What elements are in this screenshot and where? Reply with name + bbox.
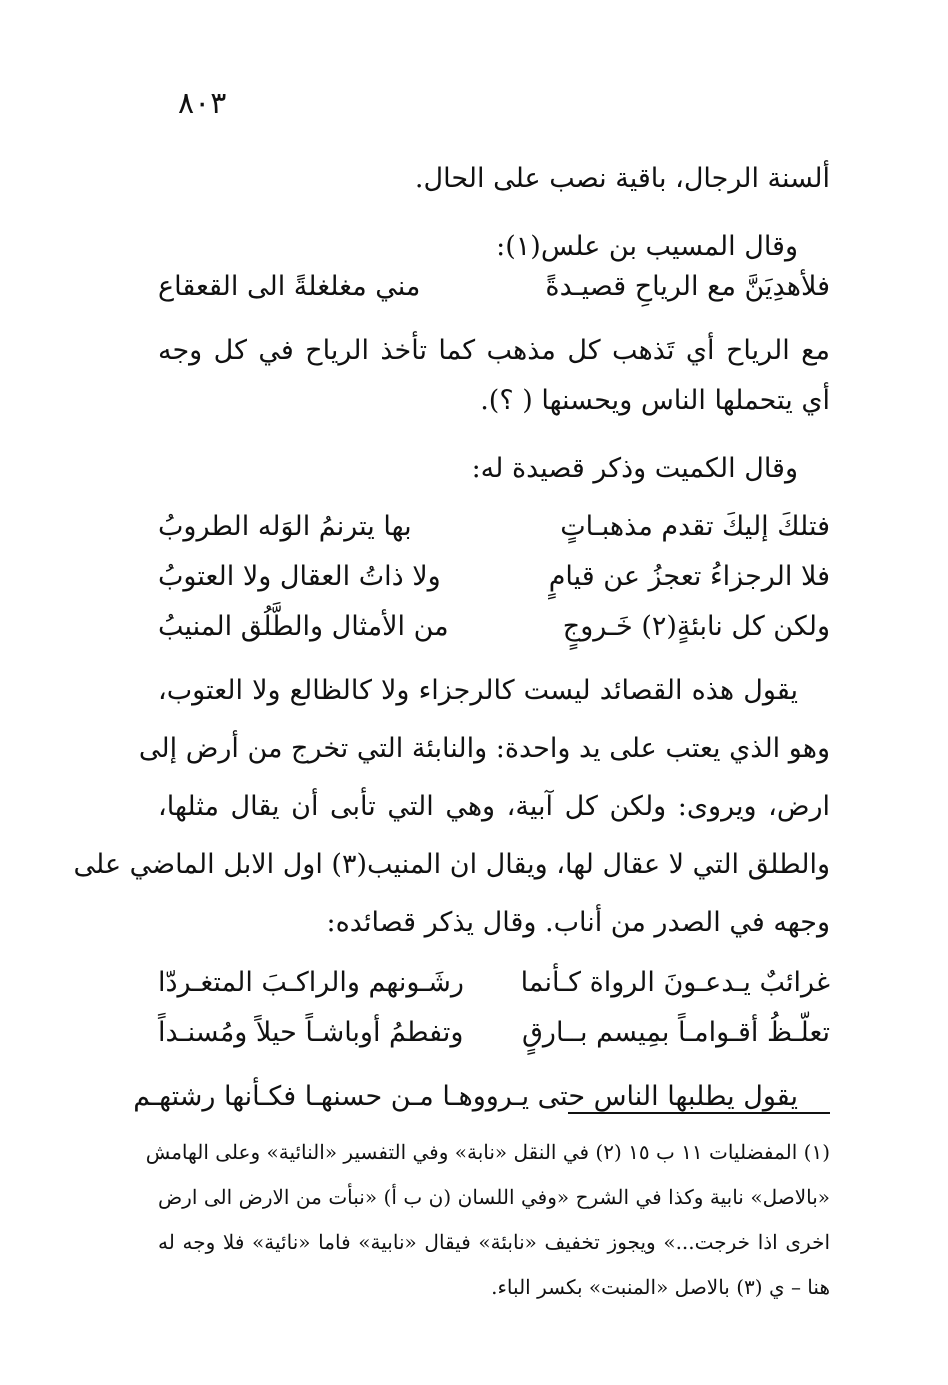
verse-line xyxy=(158,958,830,1008)
verse-line xyxy=(158,502,830,552)
page-number: ٨٠٣ xyxy=(178,86,227,121)
verse-hemistich-right: فلا الرجزاءُ تعجزُ عن قيامٍ xyxy=(548,561,830,592)
verse-line xyxy=(158,552,830,602)
footnote-line: (١) المفضليات ١١ ب ١٥ (٢) في النقل «نابة» وفي التفسير «النائية» وعلى الهامش xyxy=(145,1140,830,1164)
verse-hemistich-left: ولا ذاتُ العقال ولا العتوبُ xyxy=(158,561,441,592)
footnotes xyxy=(145,1130,830,1310)
text-line: ارض، ويروى: ولكن كل آبية، وهي التي تأبى أن يقال مثلها، xyxy=(158,791,830,822)
verse-line xyxy=(158,1008,830,1058)
text-line: ألسنة الرجال، باقية نصب على الحال. xyxy=(414,163,830,194)
verse-line xyxy=(158,262,830,312)
verse-hemistich-right: تعلّـظُ أقـوامـاً بمِيسم بــارقٍ xyxy=(521,1017,830,1048)
text-line: يقول هذه القصائد ليست كالرجزاء ولا كالظالع ولا العتوب، xyxy=(158,675,798,706)
text-line: وقال المسيب بن علس(١): xyxy=(496,231,798,262)
footnote-line: هنا – ي (٣) بالاصل «المنبت» بكسر الباء. xyxy=(491,1275,830,1299)
footnote-line: «بالاصل» نابية وكذا في الشرح «وفي اللسان (ن ب أ) «نبأت من الارض الى ارض xyxy=(158,1185,830,1209)
verse-hemistich-left: من الأمثال والطَّلُق المنيبُ xyxy=(158,611,449,642)
text-line: وهو الذي يعتب على يد واحدة: والنابئة التي تخرج من أرض إلى xyxy=(138,733,830,764)
text-line: مع الرياح أي تَذهب كل مذهب كما تأخذ الرياح في كل وجه xyxy=(158,335,830,366)
text-line: وجهه في الصدر من أناب. وقال يذكر قصائده: xyxy=(326,907,830,938)
verse-hemistich-left: مني مغلغلةً الى القعقاع xyxy=(158,271,421,302)
footnote-line: اخرى اذا خرجت...» ويجوز تخفيف «نابئة» فيقال «نابية» فاما «نائية» فلا وجه له xyxy=(158,1230,830,1254)
verse-hemistich-left: بها يترنمُ الوَله الطروبُ xyxy=(158,511,412,542)
verse-hemistich-left: رشَـونهم والراكـبَ المتغـردّا xyxy=(158,967,464,998)
verse-hemistich-left: وتفطمُ أوباشـاً حيلاً ومُسنـداً xyxy=(158,1017,464,1048)
verse-hemistich-right: فتلكَ إليكَ تقدم مذهبـاتٍ xyxy=(560,511,830,542)
footnote-divider xyxy=(568,1112,830,1114)
verse-hemistich-right: غرائبٌ يـدعـونَ الرواة كـأنما xyxy=(520,967,830,998)
main-text xyxy=(73,150,830,1126)
verse-hemistich-right: ولكن كل نابئةٍ(٢) خَـروجٍ xyxy=(562,611,830,642)
text-line: يقول يطلبها الناس حتى يـرووهـا مـن حسنهـا فكـأنها رشتهـم xyxy=(133,1081,798,1112)
verse-line xyxy=(158,602,830,652)
text-line: وقال الكميت وذكر قصيدة له: xyxy=(471,453,798,484)
verse-hemistich-right: فلأهدِيَنَّ مع الرياحِ قصيـدةً xyxy=(545,271,830,302)
text-line: أي يتحملها الناس ويحسنها ( ؟). xyxy=(480,385,830,416)
text-line: والطلق التي لا عقال لها، ويقال ان المنيب(٣) اول الابل الماضي على xyxy=(73,849,830,880)
